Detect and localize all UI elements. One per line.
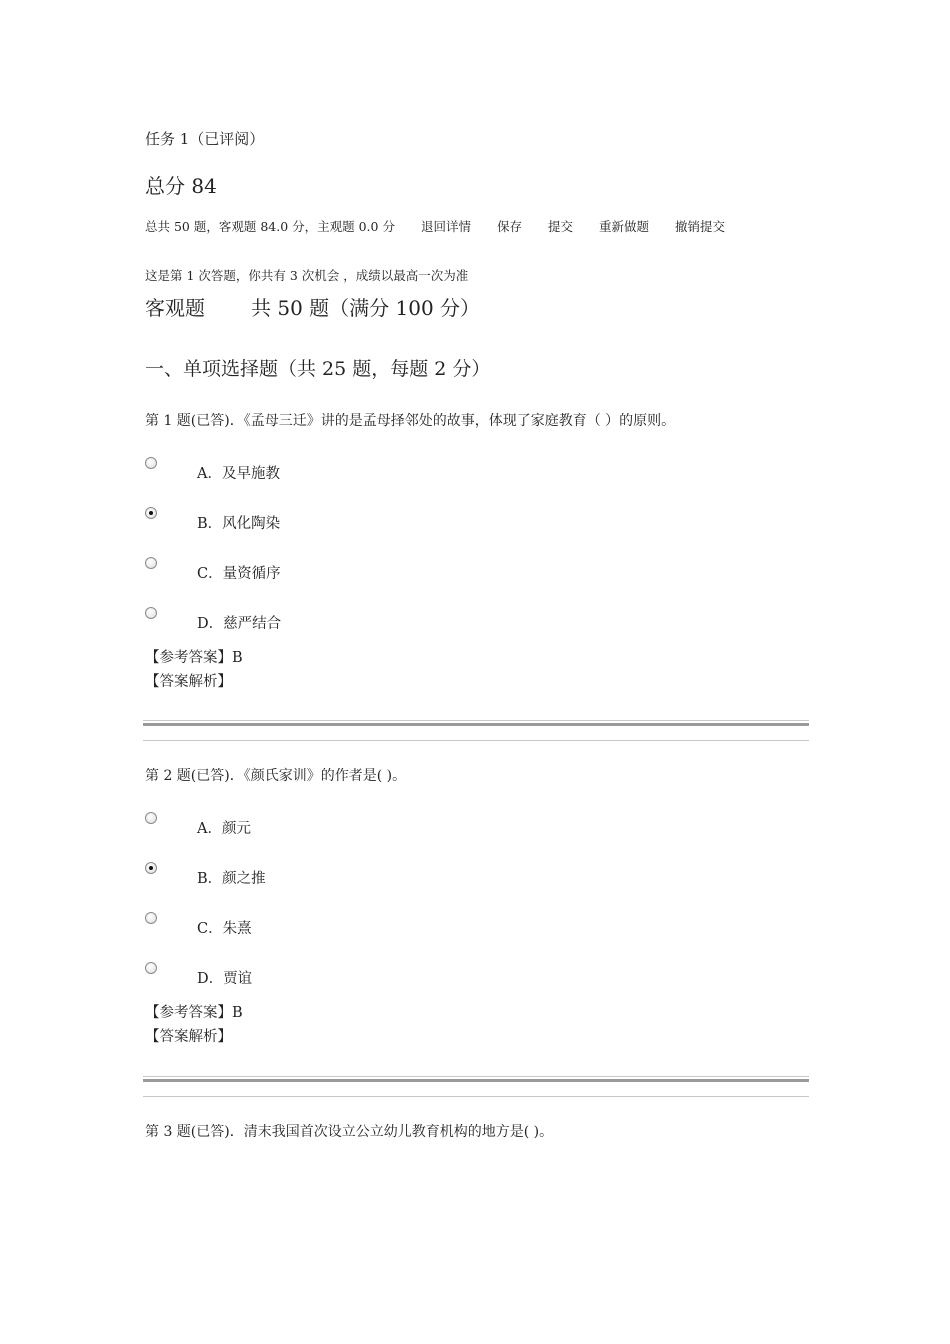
summary-bar (145, 216, 810, 238)
section-count: 共 50 题（满分 100 分） (251, 296, 481, 320)
question-text: 第 2 题(已答)．《颜氏家训》的作者是( )。 (145, 768, 407, 784)
option-radio-c[interactable] (145, 912, 157, 924)
option-radio-a[interactable] (145, 457, 157, 469)
option-radio-b[interactable] (145, 862, 157, 874)
submit-link[interactable]: 提交 (548, 219, 574, 234)
option-radio-b[interactable] (145, 507, 157, 519)
option-label: D．慈严结合 (197, 616, 282, 632)
subsection-title: 一、单项选择题（共 25 题，每题 2 分） (145, 358, 491, 380)
save-link[interactable]: 保存 (496, 219, 522, 234)
option-radio-d[interactable] (145, 607, 157, 619)
option-label: B．风化陶染 (197, 516, 281, 532)
question-text: 第 1 题(已答)．《孟母三迁》讲的是孟母择邻处的故事，体现了家庭教育（ ）的原则。 (145, 413, 676, 429)
section-header (145, 292, 480, 321)
return-details-link[interactable]: 退回详情 (420, 219, 471, 234)
option-label: B．颜之推 (197, 871, 266, 887)
option-label: D．贾谊 (197, 971, 253, 987)
task-title: 任务 1（已评阅） (145, 130, 265, 148)
summary-text: 总共 50 题，客观题 84.0 分，主观题 0.0 分 (145, 219, 395, 234)
option-label: A．颜元 (197, 821, 251, 837)
option-label: C．量资循序 (197, 566, 281, 582)
option-radio-a[interactable] (145, 812, 157, 824)
option-label: A．及早施教 (197, 466, 280, 482)
answer-analysis: 【答案解析】 (145, 1029, 232, 1045)
total-score: 总分 84 (145, 174, 217, 198)
answer-analysis: 【答案解析】 (145, 674, 232, 690)
option-radio-c[interactable] (145, 557, 157, 569)
section-title: 客观题 (145, 296, 205, 320)
attempts-info: 这是第 1 次答题，你共有 3 次机会 ，成绩以最高一次为准 (145, 268, 469, 283)
option-label: C．朱熹 (197, 921, 252, 937)
reference-answer: 【参考答案】B (145, 650, 243, 666)
redo-link[interactable]: 重新做题 (599, 219, 650, 234)
question-divider (143, 1076, 809, 1097)
question-divider (143, 720, 809, 741)
question-text: 第 3 题(已答)．清末我国首次设立公立幼儿教育机构的地方是( )。 (145, 1124, 554, 1140)
option-radio-d[interactable] (145, 962, 157, 974)
reference-answer: 【参考答案】B (145, 1005, 243, 1021)
revoke-submit-link[interactable]: 撤销提交 (675, 219, 726, 234)
